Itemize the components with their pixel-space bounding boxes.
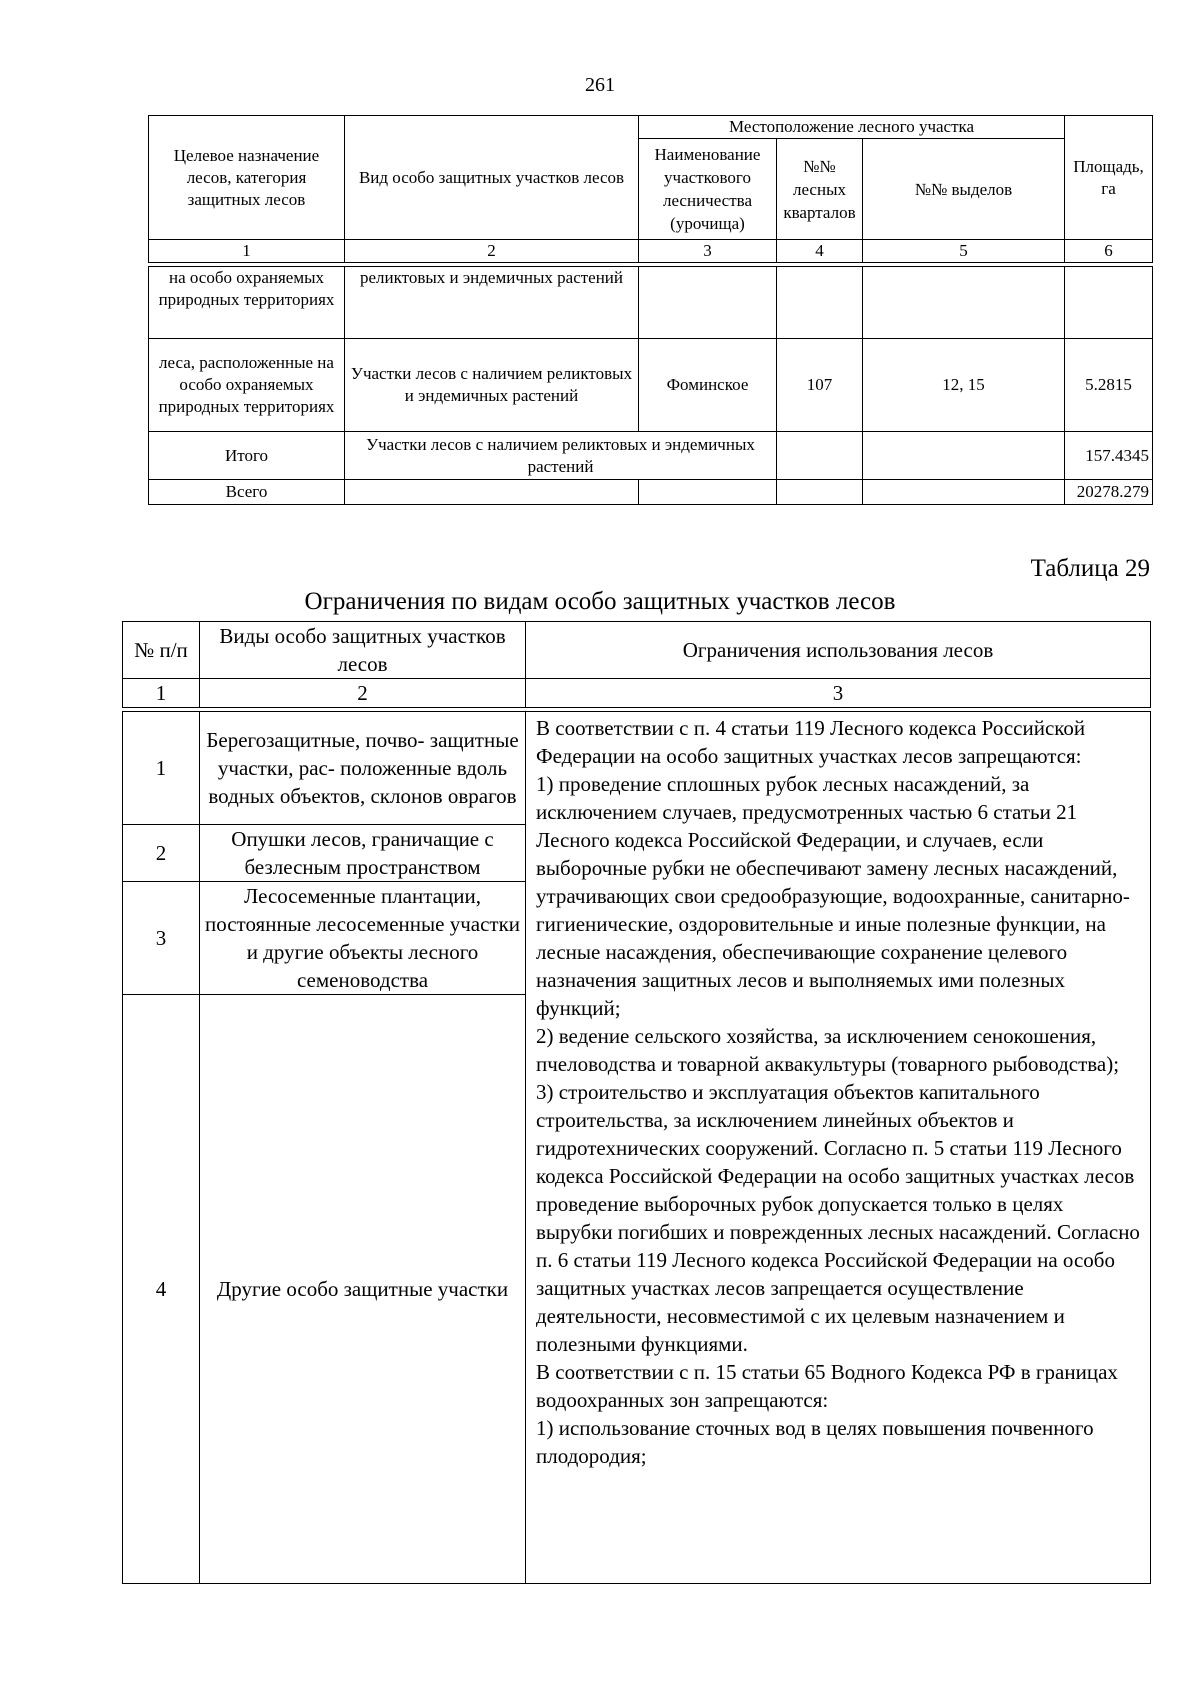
table-number: Таблица 29 [1030,555,1150,582]
restriction-paragraph: В соответствии с п. 15 статьи 65 Водного Кодекса РФ в границах водоохранных зон запрещаются: [536,1360,1118,1412]
header-quarters: №№ лесных кварталов [777,139,863,240]
cell-num: 3 [123,882,200,995]
cell-quarters [777,267,863,339]
restriction-paragraph: 1) использование сточных вод в целях повышения почвенного плодородия; [536,1416,1094,1468]
table-header-row [123,622,1151,679]
restriction-paragraph: 1) проведение сплошных рубок лесных насаждений, за исключением случаев, предусмотренных частью 6 статьи 21 Лесного кодекса Российской Федерации, и случаев, если выборочные рубки не обеспечивают замену лесных насаждений, утрачивающих свои средообразующие, водоохранные, санитарно-гигиенические, оздоровительные и иные полезные функции, на лесные насаждения, обеспечивающие сохранение целевого назначения защитных лесов и выполняемых ими полезных функций; [536,772,1130,1020]
column-number-row [149,240,1153,263]
restriction-paragraph: 2) ведение сельского хозяйства, за исключением сенокошения, пчеловодства и товарной аквакультуры (товарного рыбоводства); [536,1024,1120,1076]
cell-empty [639,480,777,505]
header-types: Виды особо защитных участков лесов [200,622,526,679]
cell-subtotal-label: Итого [149,432,345,480]
cell-total-area: 20278.279 [1065,480,1153,505]
cell-empty [777,432,863,480]
cell-restrictions [526,712,1151,1584]
header-purpose: Целевое назначение лесов, категория защитных лесов [149,116,345,240]
cell-num: 4 [123,995,200,1584]
restriction-paragraph: В соответствии с п. 4 статьи 119 Лесного кодекса Российской Федерации на особо защитных участках лесов запрещаются: [536,716,1086,768]
cell-purpose: леса, расположенные на особо охраняемых природных территориях [149,339,345,432]
column-number: 1 [123,679,200,708]
cell-quarters: 107 [777,339,863,432]
table-row-total [149,480,1153,505]
cell-empty [777,480,863,505]
cell-empty [863,480,1065,505]
cell-num: 2 [123,825,200,882]
cell-subtotal-area: 157.4345 [1065,432,1153,480]
column-number: 4 [777,240,863,263]
cell-forestry: Фоминское [639,339,777,432]
cell-empty [345,480,639,505]
forest-areas-table [148,115,1153,505]
cell-total-label: Всего [149,480,345,505]
column-number: 5 [863,240,1065,263]
cell-purpose: на особо охраняемых природных территориях [149,267,345,339]
header-type: Вид особо защитных участков лесов [345,116,639,240]
cell-allotments: 12, 15 [863,339,1065,432]
cell-type: реликтовых и эндемичных растений [345,267,639,339]
cell-area: 5.2815 [1065,339,1153,432]
header-area: Площадь, га [1065,116,1153,240]
column-number: 3 [639,240,777,263]
column-number: 6 [1065,240,1153,263]
cell-forestry [639,267,777,339]
cell-type: Берегозащитные, почво- защитные участки, рас- положенные вдоль водных объектов, склонов оврагов [200,712,526,825]
restriction-paragraph: 3) строительство и эксплуатация объектов капитального строительства, за исключением линейных объектов и гидротехнических сооружений. Согласно п. 5 статьи 119 Лесного кодекса Российской Федерации на особо защитных участках лесов проведение выборочных рубок допускается только в целях вырубки погибших и поврежденных лесных насаждений. Согласно п. 6 статьи 119 Лесного кодекса Российской Федерации на особо защитных участках лесов запрещается осуществление деятельности, несовместимой с их целевым назначением и полезными функциями. [536,1080,1140,1356]
column-number: 2 [200,679,526,708]
column-number: 1 [149,240,345,263]
table-header-row [149,116,1153,139]
header-allotments: №№ выделов [863,139,1065,240]
cell-num: 1 [123,712,200,825]
header-location-group: Местоположение лесного участка [639,116,1065,139]
cell-area [1065,267,1153,339]
table-row [149,267,1153,339]
cell-subtotal-type: Участки лесов с наличием реликтовых и эндемичных растений [345,432,777,480]
cell-type: Другие особо защитные участки [200,995,526,1584]
header-forestry: Наименование участкового лесничества (урочища) [639,139,777,240]
restrictions-table [122,621,1151,1584]
header-num: № п/п [123,622,200,679]
column-number-row [123,679,1151,708]
column-number: 3 [526,679,1151,708]
cell-type: Опушки лесов, граничащие с безлесным пространством [200,825,526,882]
cell-empty [863,432,1065,480]
cell-allotments [863,267,1065,339]
table-row [123,712,1151,825]
table-row [149,339,1153,432]
header-restrictions: Ограничения использования лесов [526,622,1151,679]
cell-type: Лесосеменные плантации, постоянные лесосеменные участки и другие объекты лесного семеноводства [200,882,526,995]
table-title: Ограничения по видам особо защитных участков лесов [304,588,896,615]
cell-type: Участки лесов с наличием реликтовых и эндемичных растений [345,339,639,432]
page-number: 261 [585,74,615,96]
table-row-subtotal [149,432,1153,480]
column-number: 2 [345,240,639,263]
